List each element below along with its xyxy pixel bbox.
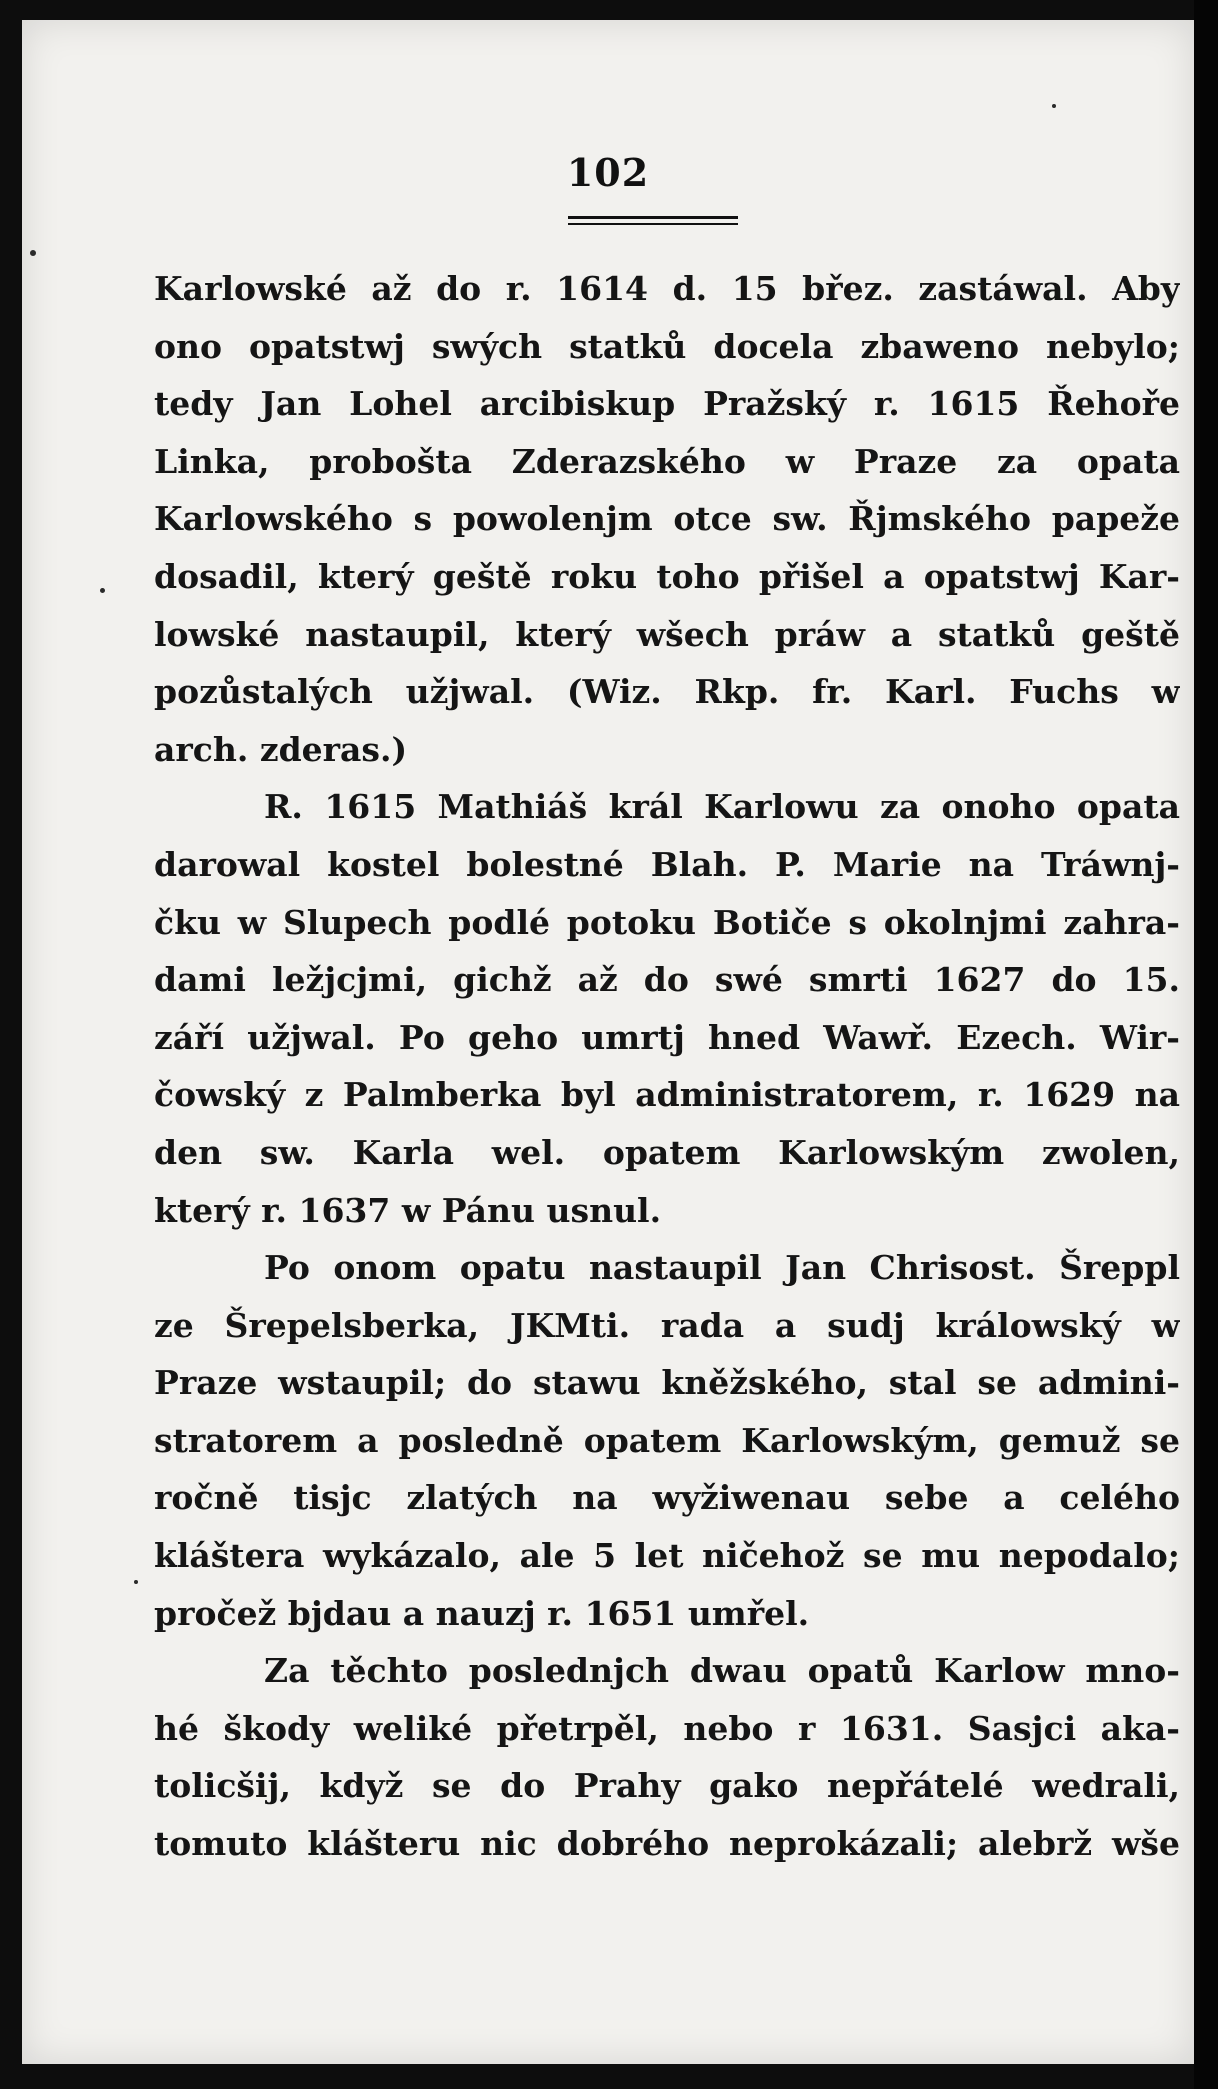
text-line: tomuto klášteru nic dobrého neprokázali; alebrž wše [154, 1824, 1180, 1864]
paragraph-start-line: Po onom opatu nastaupil Jan Chrisost. Šreppl [264, 1248, 1180, 1288]
paper-speck [134, 1580, 138, 1584]
text-line: pozůstalých užjwal. (Wiz. Rkp. fr. Karl. Fuchs w [154, 672, 1180, 712]
text-line: čowský z Palmberka byl administratorem, r. 1629 na [154, 1075, 1180, 1115]
text-line: den sw. Karla wel. opatem Karlowským zwolen, [154, 1132, 1180, 1172]
paper-speck [1052, 104, 1056, 108]
text-line: darowal kostel bolestné Blah. P. Marie na Tráwnj- [154, 844, 1180, 884]
paper-speck [100, 588, 105, 593]
text-line: tolicšij, když se do Prahy gako nepřátelé wedrali, [154, 1766, 1180, 1806]
text-line: dami ležjcjmi, gichž až do swé smrti 1627 do 15. [154, 960, 1180, 1000]
page-number-rule-double [568, 223, 738, 225]
text-line: stratorem a posledně opatem Karlowským, gemuž se [154, 1420, 1180, 1460]
text-line: kláštera wykázalo, ale 5 let ničehož se mu nepodalo; [154, 1536, 1180, 1576]
book-page [22, 20, 1194, 2064]
text-line: ze Šrepelsberka, JKMti. rada a sudj králowský w [154, 1305, 1180, 1345]
text-line: čku w Slupech podlé potoku Botiče s okolnjmi zahra- [154, 902, 1180, 942]
page-number: 102 [566, 150, 650, 195]
text-line: tedy Jan Lohel arcibiskup Pražský r. 1615 Řehoře [154, 384, 1180, 424]
text-line: arch. zderas.) [154, 729, 408, 769]
text-line: lowské nastaupil, který wšech práw a statků geště [154, 614, 1180, 654]
text-line: hé škody weliké přetrpěl, nebo r 1631. Sasjci aka- [154, 1708, 1180, 1748]
text-line: září užjwal. Po geho umrtj hned Wawř. Ezech. Wir- [154, 1017, 1180, 1057]
paragraph-start-line: Za těchto poslednjch dwau opatů Karlow mno- [264, 1651, 1180, 1691]
text-line: Linka, probošta Zderazského w Praze za opata [154, 441, 1180, 481]
scan-edge-shadow [1194, 0, 1218, 2089]
text-line: Praze wstaupil; do stawu kněžského, stal se admini- [154, 1363, 1180, 1403]
page-number-rule [568, 216, 738, 219]
text-line: který r. 1637 w Pánu usnul. [154, 1190, 662, 1230]
text-line: pročež bjdau a nauzj r. 1651 umřel. [154, 1593, 810, 1633]
text-line: ročně tisjc zlatých na wyžiwenau sebe a celého [154, 1478, 1180, 1518]
body-text [154, 260, 1180, 1873]
paragraph-start-line: R. 1615 Mathiáš král Karlowu za onoho opata [264, 787, 1180, 827]
text-line: Karlowské až do r. 1614 d. 15 břez. zastáwal. Aby [154, 269, 1180, 308]
text-line: Karlowského s powolenjm otce sw. Řjmského papeže [154, 499, 1180, 539]
paper-speck [30, 250, 36, 256]
text-line: dosadil, který geště roku toho přišel a opatstwj Kar- [154, 556, 1180, 596]
text-line: ono opatstwj swých statků docela zbaweno nebylo; [154, 326, 1180, 366]
